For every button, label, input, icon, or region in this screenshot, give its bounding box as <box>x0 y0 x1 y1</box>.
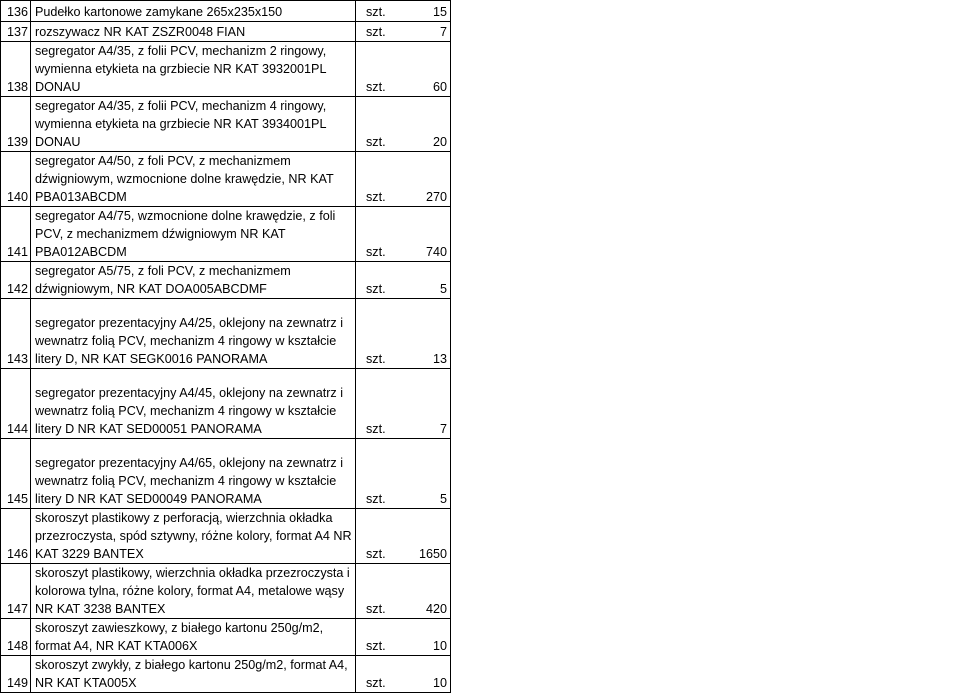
quantity-cell: 15 <box>411 1 451 22</box>
item-description: segregator prezentacyjny A4/25, oklejony na zewnatrz i wewnatrz folią PCV, mechanizm 4 ringowy w kształcie litery D, NR KAT SEGK0016 PANORAMA <box>31 299 356 369</box>
quantity-cell: 10 <box>411 619 451 656</box>
table-row <box>1 207 451 262</box>
item-description: skoroszyt zwykły, z białego kartonu 250g/m2, format A4, NR KAT KTA005X <box>31 656 356 693</box>
row-number: 139 <box>1 97 31 152</box>
quantity-cell: 7 <box>411 369 451 439</box>
table-row <box>1 42 451 97</box>
table-row <box>1 619 451 656</box>
row-number: 143 <box>1 299 31 369</box>
unit-cell: szt. <box>356 207 411 262</box>
quantity-cell: 10 <box>411 656 451 693</box>
quantity-cell: 270 <box>411 152 451 207</box>
unit-cell: szt. <box>356 509 411 564</box>
row-number: 140 <box>1 152 31 207</box>
table-row <box>1 299 451 369</box>
table-row <box>1 22 451 42</box>
item-description: Pudełko kartonowe zamykane 265x235x150 <box>31 1 356 22</box>
row-number: 136 <box>1 1 31 22</box>
row-number: 145 <box>1 439 31 509</box>
unit-cell: szt. <box>356 22 411 42</box>
unit-cell: szt. <box>356 152 411 207</box>
quantity-cell: 60 <box>411 42 451 97</box>
row-number: 138 <box>1 42 31 97</box>
quantity-cell: 5 <box>411 439 451 509</box>
row-number: 144 <box>1 369 31 439</box>
quantity-cell: 420 <box>411 564 451 619</box>
quantity-cell: 13 <box>411 299 451 369</box>
unit-cell: szt. <box>356 1 411 22</box>
item-description: segregator A5/75, z foli PCV, z mechanizmem dźwigniowym, NR KAT DOA005ABCDMF <box>31 262 356 299</box>
unit-cell: szt. <box>356 369 411 439</box>
table-row <box>1 1 451 22</box>
item-description: segregator A4/35, z folii PCV, mechanizm 2 ringowy, wymienna etykieta na grzbiecie NR KAT 3932001PL DONAU <box>31 42 356 97</box>
unit-cell: szt. <box>356 619 411 656</box>
item-description: segregator prezentacyjny A4/65, oklejony na zewnatrz i wewnatrz folią PCV, mechanizm 4 ringowy w kształcie litery D NR KAT SED00049 PANORAMA <box>31 439 356 509</box>
quantity-cell: 1650 <box>411 509 451 564</box>
table-row <box>1 439 451 509</box>
unit-cell: szt. <box>356 97 411 152</box>
item-description: skoroszyt plastikowy, wierzchnia okładka przezroczysta i kolorowa tylna, różne kolory, format A4, metalowe wąsy NR KAT 3238 BANTEX <box>31 564 356 619</box>
unit-cell: szt. <box>356 564 411 619</box>
table-row <box>1 564 451 619</box>
item-description: segregator A4/35, z folii PCV, mechanizm 4 ringowy, wymienna etykieta na grzbiecie NR KAT 3934001PL DONAU <box>31 97 356 152</box>
product-table-body <box>1 1 451 693</box>
table-row <box>1 656 451 693</box>
item-description: segregator A4/75, wzmocnione dolne krawędzie, z foli PCV, z mechanizmem dźwigniowym NR KAT PBA012ABCDM <box>31 207 356 262</box>
item-description: rozszywacz NR KAT ZSZR0048 FIAN <box>31 22 356 42</box>
unit-cell: szt. <box>356 42 411 97</box>
unit-cell: szt. <box>356 262 411 299</box>
row-number: 147 <box>1 564 31 619</box>
quantity-cell: 20 <box>411 97 451 152</box>
unit-cell: szt. <box>356 656 411 693</box>
table-row <box>1 152 451 207</box>
table-row <box>1 369 451 439</box>
quantity-cell: 7 <box>411 22 451 42</box>
quantity-cell: 5 <box>411 262 451 299</box>
unit-cell: szt. <box>356 439 411 509</box>
table-row <box>1 262 451 299</box>
item-description: skoroszyt plastikowy z perforacją, wierzchnia okładka przezroczysta, spód sztywny, różne kolory, format A4 NR KAT 3229 BANTEX <box>31 509 356 564</box>
row-number: 149 <box>1 656 31 693</box>
table-row <box>1 509 451 564</box>
row-number: 146 <box>1 509 31 564</box>
row-number: 142 <box>1 262 31 299</box>
table-row <box>1 97 451 152</box>
row-number: 141 <box>1 207 31 262</box>
item-description: skoroszyt zawieszkowy, z białego kartonu 250g/m2, format A4, NR KAT KTA006X <box>31 619 356 656</box>
unit-cell: szt. <box>356 299 411 369</box>
quantity-cell: 740 <box>411 207 451 262</box>
item-description: segregator A4/50, z foli PCV, z mechanizmem dźwigniowym, wzmocnione dolne krawędzie, NR KAT PBA013ABCDM <box>31 152 356 207</box>
item-description: segregator prezentacyjny A4/45, oklejony na zewnatrz i wewnatrz folią PCV, mechanizm 4 ringowy w kształcie litery D NR KAT SED00051 PANORAMA <box>31 369 356 439</box>
product-table <box>0 0 451 693</box>
row-number: 137 <box>1 22 31 42</box>
row-number: 148 <box>1 619 31 656</box>
